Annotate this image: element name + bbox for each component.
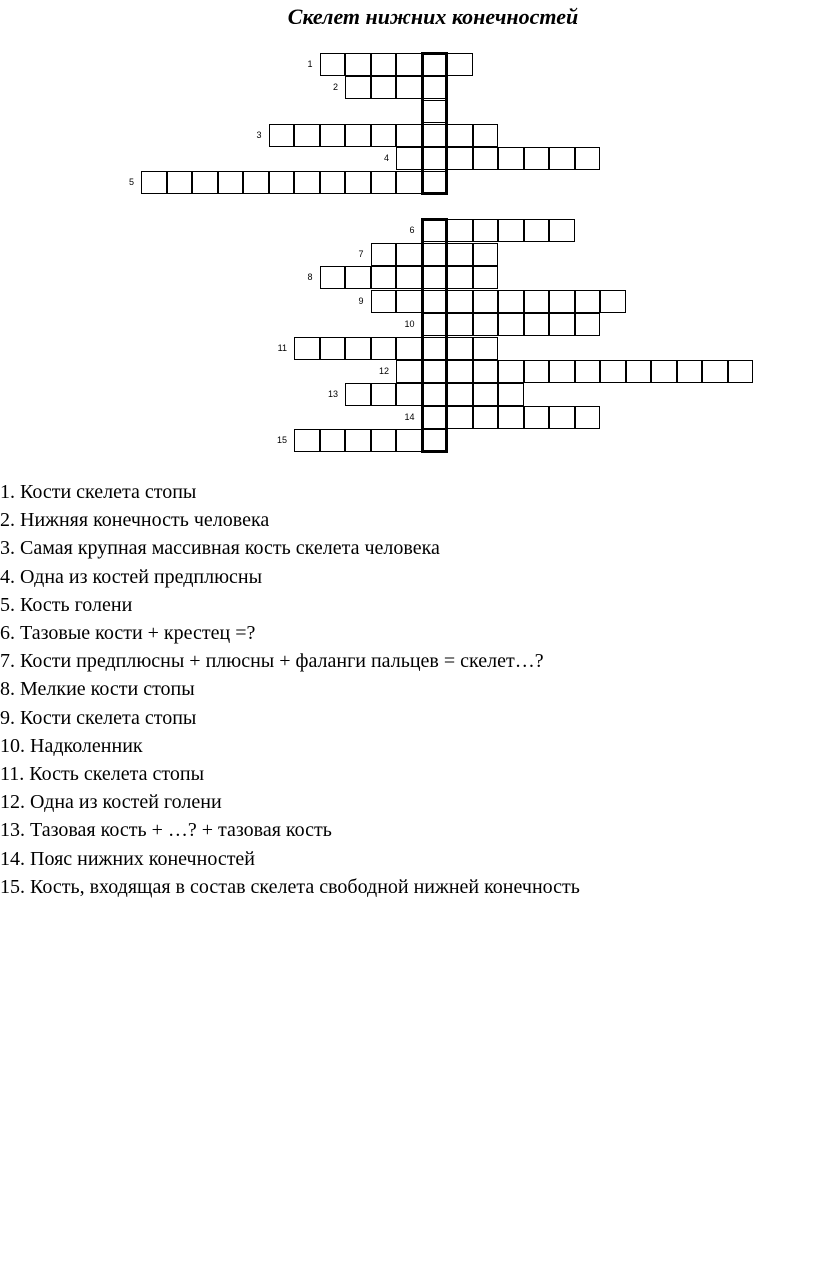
crossword-cell[interactable] [345, 383, 371, 406]
crossword-cell[interactable] [345, 266, 371, 289]
crossword-cell[interactable] [549, 290, 575, 313]
crossword-cell[interactable] [498, 313, 524, 336]
crossword-cell[interactable] [524, 313, 550, 336]
clue-item: 3. Самая крупная массивная кость скелета человека [0, 537, 440, 560]
crossword-cell[interactable] [371, 53, 397, 76]
crossword-cell[interactable] [447, 147, 473, 170]
crossword-cell[interactable] [320, 429, 346, 452]
crossword-cell[interactable] [575, 360, 601, 383]
crossword-row-number: 10 [404, 319, 415, 329]
clue-list [0, 478, 580, 901]
crossword-cell[interactable] [320, 337, 346, 360]
crossword-cell[interactable] [396, 360, 422, 383]
crossword-cell[interactable] [473, 147, 499, 170]
crossword-cell[interactable] [396, 53, 422, 76]
clue-item: 6. Тазовые кости + крестец =? [0, 622, 256, 645]
crossword-cell[interactable] [447, 266, 473, 289]
crossword-row-number: 12 [378, 366, 389, 376]
clue-item: 11. Кость скелета стопы [0, 763, 205, 786]
crossword-row-number: 14 [404, 412, 415, 422]
crossword-cell[interactable] [396, 124, 422, 147]
crossword-cell[interactable] [549, 147, 575, 170]
crossword-cell[interactable] [371, 429, 397, 452]
crossword-cell[interactable] [396, 147, 422, 170]
crossword-cell[interactable] [345, 429, 371, 452]
crossword-cell[interactable] [575, 290, 601, 313]
crossword-cell[interactable] [498, 360, 524, 383]
crossword-row-number: 6 [409, 225, 415, 235]
crossword-cell[interactable] [600, 290, 626, 313]
crossword-cell[interactable] [422, 313, 448, 336]
clue-item: 4. Одна из костей предплюсны [0, 565, 263, 588]
crossword-cell[interactable] [524, 147, 550, 170]
clue-item: 2. Нижняя конечность человека [0, 509, 270, 532]
crossword-cell[interactable] [447, 360, 473, 383]
crossword-cell[interactable] [320, 266, 346, 289]
clue-item: 13. Тазовая кость + …? + тазовая кость [0, 819, 332, 842]
crossword-row-number: 11 [277, 343, 287, 353]
crossword-cell[interactable] [243, 171, 269, 194]
crossword-cell[interactable] [371, 124, 397, 147]
crossword-cell[interactable] [524, 290, 550, 313]
clue-item: 12. Одна из костей голени [0, 791, 222, 814]
clue-item: 1. Кости скелета стопы [0, 481, 197, 503]
crossword-cell[interactable] [498, 290, 524, 313]
crossword-cell[interactable] [345, 76, 371, 99]
crossword-cell[interactable] [396, 429, 422, 452]
crossword-cell[interactable] [447, 313, 473, 336]
crossword-cell[interactable] [422, 76, 448, 99]
crossword-cell[interactable] [524, 360, 550, 383]
crossword-cell[interactable] [473, 360, 499, 383]
crossword-cell[interactable] [626, 360, 652, 383]
crossword-cell[interactable] [549, 360, 575, 383]
crossword-cell[interactable] [422, 53, 448, 76]
crossword-cell[interactable] [422, 383, 448, 406]
crossword-cell[interactable] [473, 219, 499, 242]
crossword-row-number: 13 [327, 389, 338, 399]
crossword-cell[interactable] [447, 124, 473, 147]
crossword-cell[interactable] [473, 383, 499, 406]
crossword-cell[interactable] [320, 171, 346, 194]
crossword-row-number: 2 [332, 82, 338, 92]
crossword-cell[interactable] [422, 429, 448, 452]
crossword-cell[interactable] [447, 290, 473, 313]
crossword-cell[interactable] [473, 406, 499, 429]
crossword-row-number: 8 [307, 272, 313, 282]
crossword-cell[interactable] [422, 100, 448, 123]
clue-item: 10. Надколенник [0, 734, 143, 757]
crossword-row-number: 15 [276, 435, 287, 445]
crossword-cell[interactable] [600, 360, 626, 383]
crossword-cell[interactable] [396, 76, 422, 99]
crossword-cell[interactable] [524, 219, 550, 242]
crossword-cell[interactable] [371, 266, 397, 289]
crossword-cell[interactable] [371, 171, 397, 194]
crossword-cell[interactable] [422, 243, 448, 266]
crossword-cell[interactable] [702, 360, 728, 383]
crossword-cell[interactable] [396, 337, 422, 360]
page-title: Скелет нижних конечностей [287, 4, 579, 29]
crossword-cell[interactable] [575, 313, 601, 336]
crossword-cell[interactable] [651, 360, 677, 383]
crossword-cell[interactable] [294, 429, 320, 452]
crossword-cell[interactable] [473, 124, 499, 147]
crossword-cell[interactable] [549, 313, 575, 336]
crossword-cell[interactable] [524, 406, 550, 429]
crossword-cell[interactable] [422, 124, 448, 147]
crossword-cell[interactable] [294, 337, 320, 360]
crossword-cell[interactable] [473, 337, 499, 360]
crossword-cell[interactable] [447, 219, 473, 242]
crossword-cell[interactable] [192, 171, 218, 194]
crossword-cell[interactable] [345, 53, 371, 76]
crossword-cell[interactable] [396, 290, 422, 313]
crossword-cell[interactable] [473, 313, 499, 336]
crossword-row-number: 5 [128, 177, 134, 187]
crossword-cell[interactable] [269, 171, 295, 194]
crossword-cell[interactable] [575, 406, 601, 429]
crossword-cell[interactable] [345, 124, 371, 147]
crossword-row-number: 4 [383, 153, 389, 163]
crossword-row-number: 3 [256, 130, 262, 140]
clue-item: 8. Мелкие кости стопы [0, 678, 195, 701]
crossword-cell[interactable] [167, 171, 193, 194]
clue-item: 5. Кость голени [0, 593, 133, 616]
crossword-cell[interactable] [498, 219, 524, 242]
crossword-cell[interactable] [447, 53, 473, 76]
clue-item: 9. Кости скелета стопы [0, 706, 197, 729]
crossword-cell[interactable] [141, 171, 167, 194]
crossword-cell[interactable] [728, 360, 754, 383]
crossword-cell[interactable] [294, 171, 320, 194]
crossword-cell[interactable] [371, 337, 397, 360]
crossword-cell[interactable] [473, 243, 499, 266]
crossword-cell[interactable] [320, 124, 346, 147]
crossword-row-number: 1 [307, 59, 313, 69]
crossword-cell[interactable] [549, 219, 575, 242]
crossword-cell[interactable] [498, 147, 524, 170]
crossword-cell[interactable] [422, 290, 448, 313]
crossword-cell[interactable] [422, 337, 448, 360]
crossword-cell[interactable] [294, 124, 320, 147]
crossword-cell[interactable] [447, 406, 473, 429]
crossword-cell[interactable] [345, 171, 371, 194]
crossword-cell[interactable] [447, 243, 473, 266]
crossword-cell[interactable] [677, 360, 703, 383]
crossword-cell[interactable] [320, 53, 346, 76]
crossword-cell[interactable] [498, 406, 524, 429]
crossword-grid [0, 0, 816, 470]
crossword-cell[interactable] [396, 383, 422, 406]
crossword-cell[interactable] [473, 266, 499, 289]
crossword-cell[interactable] [396, 266, 422, 289]
crossword-cell[interactable] [396, 243, 422, 266]
crossword-cell[interactable] [422, 266, 448, 289]
crossword-cell[interactable] [422, 171, 448, 194]
crossword-cell[interactable] [371, 290, 397, 313]
clue-item: 14. Пояс нижних конечностей [0, 847, 256, 870]
crossword-cell[interactable] [345, 337, 371, 360]
crossword-cell[interactable] [218, 171, 244, 194]
crossword-row-number: 7 [358, 249, 364, 259]
crossword-cell[interactable] [447, 383, 473, 406]
crossword-cell[interactable] [447, 337, 473, 360]
crossword-cell[interactable] [422, 406, 448, 429]
crossword-cell[interactable] [269, 124, 295, 147]
crossword-cell[interactable] [371, 76, 397, 99]
clue-item: 7. Кости предплюсны + плюсны + фаланги пальцев = скелет…? [0, 650, 544, 673]
crossword-cell[interactable] [422, 219, 448, 242]
crossword-cell[interactable] [371, 383, 397, 406]
crossword-row-number: 9 [358, 296, 364, 306]
crossword-cell[interactable] [371, 243, 397, 266]
crossword-cell[interactable] [473, 290, 499, 313]
crossword-cell[interactable] [396, 171, 422, 194]
crossword-cell[interactable] [422, 360, 448, 383]
clue-item: 15. Кость, входящая в состав скелета свободной нижней конечность [0, 875, 580, 898]
crossword-cell[interactable] [575, 147, 601, 170]
crossword-cell[interactable] [549, 406, 575, 429]
crossword-cell[interactable] [498, 383, 524, 406]
crossword-cell[interactable] [422, 147, 448, 170]
